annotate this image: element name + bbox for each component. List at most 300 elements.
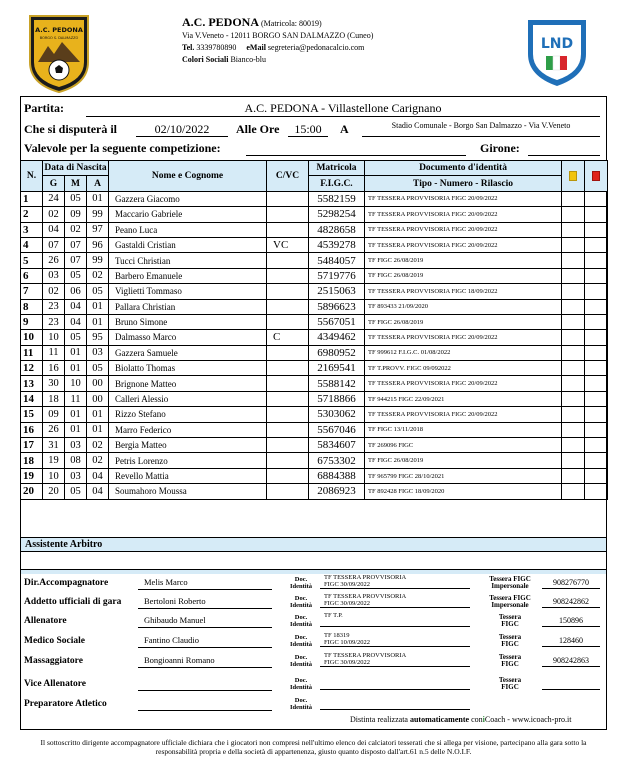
player-document: TF TESSERA PROVVISORIA FIGC 20/09/2022 — [365, 330, 562, 345]
birth-year: 03 — [87, 345, 109, 360]
yellow-card-cell — [562, 376, 585, 391]
tessera-label-line1: Tessera — [498, 613, 522, 621]
red-card-cell — [585, 284, 608, 299]
player-name: Soumahoro Moussa — [109, 484, 267, 499]
player-matricola: 5567046 — [309, 422, 365, 437]
player-name: Peano Luca — [109, 222, 267, 237]
tessera-label-line2: FIGC — [501, 683, 519, 691]
doc-label-line2: Identità — [289, 641, 313, 648]
birth-month: 07 — [65, 237, 87, 252]
birth-month: 08 — [65, 453, 87, 468]
birth-day: 11 — [43, 345, 65, 360]
table-row — [21, 299, 608, 314]
staff-document-line1: TF TESSERA PROVVISORIA — [324, 652, 407, 659]
col-red-header — [585, 161, 608, 192]
yellow-card-cell — [562, 361, 585, 376]
birth-month: 03 — [65, 438, 87, 453]
staff-document-line2: FIGC 30/09/2022 — [324, 659, 371, 666]
staff-name: Melis Marco — [138, 577, 272, 590]
doc-identita-label — [284, 614, 318, 628]
player-document: TF FIGC 26/08/2019 — [365, 314, 562, 329]
birth-year: 01 — [87, 299, 109, 314]
player-document: TF FIGC 13/11/2018 — [365, 422, 562, 437]
player-document: TF TESSERA PROVVISORIA FIGC 20/09/2022 — [365, 207, 562, 222]
player-role — [267, 345, 309, 360]
tessera-figc-label — [478, 634, 542, 648]
player-name: Maccario Gabriele — [109, 207, 267, 222]
player-number: 3 — [21, 222, 43, 237]
player-role — [267, 268, 309, 283]
tel-label: Tel. — [182, 43, 195, 52]
birth-day: 23 — [43, 299, 65, 314]
player-number: 7 — [21, 284, 43, 299]
player-matricola: 5896623 — [309, 299, 365, 314]
birth-year: 04 — [87, 468, 109, 483]
player-document: TF 893433 21/09/2020 — [365, 299, 562, 314]
player-number: 5 — [21, 253, 43, 268]
colors-value: Bianco-blu — [230, 55, 266, 64]
player-matricola: 6884388 — [309, 468, 365, 483]
player-number: 8 — [21, 299, 43, 314]
club-info — [182, 16, 482, 66]
player-name: Marro Federico — [109, 422, 267, 437]
player-document: TF TESSERA PROVVISORIA FIGC 20/09/2022 — [365, 222, 562, 237]
yellow-card-cell — [562, 345, 585, 360]
venue-value: Stadio Comunale - Borgo San Dalmazzo - Via V.Veneto — [391, 121, 571, 130]
player-role — [267, 284, 309, 299]
staff-role: Allenatore — [24, 616, 67, 626]
doc-label-line1: Doc. — [294, 595, 308, 602]
yellow-card-cell — [562, 391, 585, 406]
birth-day: 04 — [43, 222, 65, 237]
birth-month: 05 — [65, 191, 87, 206]
tessera-label-line2: Impersonale — [491, 601, 529, 609]
player-number: 2 — [21, 207, 43, 222]
birth-day: 26 — [43, 422, 65, 437]
doc-identita-label — [284, 697, 318, 711]
player-name: Gastaldi Cristian — [109, 237, 267, 252]
player-role — [267, 391, 309, 406]
col-n-header: N. — [21, 161, 43, 192]
club-address: Via V.Veneto - 12011 BORGO SAN DALMAZZO (Cuneo) — [182, 31, 374, 40]
col-doc-header: Documento d'identità — [365, 161, 562, 176]
table-row — [21, 268, 608, 283]
col-cvc-header: C/VC — [267, 161, 309, 192]
col-a-header: A — [87, 176, 109, 191]
birth-month: 01 — [65, 407, 87, 422]
red-card-cell — [585, 345, 608, 360]
player-name: Gazzera Samuele — [109, 345, 267, 360]
birth-month: 10 — [65, 376, 87, 391]
col-figc-header: F.I.G.C. — [309, 176, 365, 191]
birth-year: 96 — [87, 237, 109, 252]
player-document: TF T.PROVV. FIGC 09/092022 — [365, 361, 562, 376]
birth-year: 01 — [87, 407, 109, 422]
red-card-cell — [585, 299, 608, 314]
birth-month: 04 — [65, 299, 87, 314]
birth-year: 02 — [87, 453, 109, 468]
staff-document — [320, 652, 470, 667]
staff-name: Ghibaudo Manuel — [138, 615, 272, 628]
yellow-card-cell — [562, 299, 585, 314]
doc-label-line1: Doc. — [294, 654, 308, 661]
staff-name — [138, 678, 272, 691]
col-g-header: G — [43, 176, 65, 191]
player-name: Bergia Matteo — [109, 438, 267, 453]
player-role — [267, 314, 309, 329]
club-name: A.C. PEDONA — [182, 15, 259, 29]
doc-identita-label — [284, 576, 318, 590]
lnd-logo — [524, 16, 590, 88]
time-label: Alle Ore — [236, 122, 280, 136]
players-table — [20, 160, 608, 500]
doc-label-line1: Doc. — [294, 634, 308, 641]
player-role — [267, 376, 309, 391]
birth-day: 24 — [43, 191, 65, 206]
doc-label-line2: Identità — [289, 583, 313, 590]
assistente-arbitro-band: Assistente Arbitro — [20, 537, 607, 552]
tessera-figc-label — [478, 614, 542, 628]
club-logo-text-top: A.C. PEDONA — [35, 26, 83, 34]
player-role — [267, 253, 309, 268]
tessera-figc-value: 908276770 — [542, 576, 600, 589]
doc-identita-label — [284, 677, 318, 691]
doc-label-line2: Identità — [289, 661, 313, 668]
birth-year: 00 — [87, 391, 109, 406]
doc-identita-label — [284, 654, 318, 668]
player-matricola: 6980952 — [309, 345, 365, 360]
email-label: eMail — [246, 43, 266, 52]
birth-day: 02 — [43, 284, 65, 299]
staff-document — [320, 675, 470, 690]
table-row — [21, 191, 608, 206]
player-role: VC — [267, 237, 309, 252]
player-name: Brignone Matteo — [109, 376, 267, 391]
player-name: Viglietti Tommaso — [109, 284, 267, 299]
red-card-cell — [585, 438, 608, 453]
player-document: TF 999612 F.I.G.C. 01/08/2022 — [365, 345, 562, 360]
player-document: TF TESSERA PROVVISORIA FIGC 20/09/2022 — [365, 191, 562, 206]
player-number: 9 — [21, 314, 43, 329]
doc-identita-label — [284, 595, 318, 609]
yellow-card-cell — [562, 453, 585, 468]
tessera-figc-label — [478, 595, 542, 609]
competition-underline — [246, 155, 466, 156]
tessera-figc-value: 150896 — [542, 614, 600, 627]
lnd-logo-text: LND — [540, 36, 574, 52]
birth-day: 18 — [43, 391, 65, 406]
staff-role: Massaggiatore — [24, 656, 83, 666]
player-role — [267, 453, 309, 468]
table-row — [21, 391, 608, 406]
doc-label-line1: Doc. — [294, 677, 308, 684]
tessera-label-line1: Tessera — [498, 633, 522, 641]
birth-year: 99 — [87, 207, 109, 222]
col-m-header: M — [65, 176, 87, 191]
tessera-label-line2: FIGC — [501, 620, 519, 628]
club-logo — [24, 12, 94, 94]
player-role — [267, 484, 309, 499]
tessera-label-line1: Tessera — [498, 653, 522, 661]
staff-name: Bertoloni Roberto — [138, 596, 272, 609]
girone-label: Girone: — [480, 141, 520, 155]
birth-day: 10 — [43, 468, 65, 483]
club-matricola: (Matricola: 80019) — [261, 19, 322, 28]
club-logo-text-bottom: BORGO S. DALMAZZO — [39, 36, 79, 40]
birth-day: 26 — [43, 253, 65, 268]
red-card-cell — [585, 253, 608, 268]
date-value: 02/10/2022 — [154, 122, 210, 136]
birth-day: 09 — [43, 407, 65, 422]
player-role — [267, 407, 309, 422]
staff-role: Dir.Accompagnatore — [24, 578, 109, 588]
tessera-figc-value: 908242862 — [542, 595, 600, 608]
birth-year: 01 — [87, 191, 109, 206]
player-name: Petris Lorenzo — [109, 453, 267, 468]
table-row — [21, 422, 608, 437]
tessera-figc-label — [478, 576, 542, 590]
player-document: TF FIGC 26/08/2019 — [365, 268, 562, 283]
yellow-card-cell — [562, 468, 585, 483]
table-row — [21, 453, 608, 468]
table-row — [21, 361, 608, 376]
birth-day: 07 — [43, 237, 65, 252]
birth-year: 02 — [87, 268, 109, 283]
player-name: Barbero Emanuele — [109, 268, 267, 283]
player-number: 20 — [21, 484, 43, 499]
date-label: Che si disputerà il — [24, 122, 118, 136]
player-name: Calleri Alessio — [109, 391, 267, 406]
player-name: Biolatto Thomas — [109, 361, 267, 376]
birth-month: 11 — [65, 391, 87, 406]
birth-year: 05 — [87, 361, 109, 376]
yellow-card-cell — [562, 284, 585, 299]
table-row — [21, 222, 608, 237]
player-role — [267, 207, 309, 222]
birth-day: 20 — [43, 484, 65, 499]
yellow-card-cell — [562, 222, 585, 237]
staff-document-line1: TF 18319 — [324, 632, 350, 639]
birth-month: 03 — [65, 468, 87, 483]
staff-name — [138, 698, 272, 711]
player-number: 14 — [21, 391, 43, 406]
player-document: TF 944215 FIGC 22/09/2021 — [365, 391, 562, 406]
red-card-cell — [585, 453, 608, 468]
player-matricola: 6753302 — [309, 453, 365, 468]
partita-value: A.C. PEDONA - Villastellone Carignano — [244, 101, 442, 115]
yellow-card-cell — [562, 407, 585, 422]
staff-role: Medico Sociale — [24, 636, 85, 646]
player-role — [267, 438, 309, 453]
birth-year: 95 — [87, 330, 109, 345]
tessera-label-line1: Tessera FIGC — [489, 575, 531, 583]
player-name: Gazzera Giacomo — [109, 191, 267, 206]
tessera-figc-label — [478, 677, 542, 691]
email-value: segreteria@pedonacalcio.com — [267, 43, 365, 52]
club-title — [182, 16, 482, 30]
birth-year: 99 — [87, 253, 109, 268]
red-card-cell — [585, 330, 608, 345]
birth-year: 97 — [87, 222, 109, 237]
yellow-card-cell — [562, 191, 585, 206]
player-name: Bruno Simone — [109, 314, 267, 329]
red-card-cell — [585, 361, 608, 376]
table-row — [21, 253, 608, 268]
player-name: Dalmasso Marco — [109, 330, 267, 345]
birth-day: 30 — [43, 376, 65, 391]
doc-label-line2: Identità — [289, 684, 313, 691]
venue-prefix: A — [340, 122, 349, 136]
player-role: C — [267, 330, 309, 345]
player-matricola: 4349462 — [309, 330, 365, 345]
red-card-cell — [585, 237, 608, 252]
partita-underline — [86, 116, 600, 117]
player-role — [267, 361, 309, 376]
birth-month: 05 — [65, 330, 87, 345]
birth-year: 01 — [87, 422, 109, 437]
yellow-card-cell — [562, 237, 585, 252]
generated-by-note — [350, 715, 571, 724]
tel-value: 3339780890 — [196, 43, 237, 52]
red-card-cell — [585, 376, 608, 391]
doc-label-line1: Doc. — [294, 697, 308, 704]
table-row — [21, 438, 608, 453]
birth-day: 19 — [43, 453, 65, 468]
player-number: 16 — [21, 422, 43, 437]
player-number: 19 — [21, 468, 43, 483]
player-document: TF TESSERA PROVVISORIA FIGC 20/09/2022 — [365, 376, 562, 391]
tessera-figc-value: 908242863 — [542, 654, 600, 667]
doc-label-line2: Identità — [289, 704, 313, 711]
footer-bold: automaticamente — [409, 715, 470, 724]
doc-label-line2: Identità — [289, 602, 313, 609]
birth-day: 10 — [43, 330, 65, 345]
colors-label: Colori Sociali — [182, 55, 229, 64]
player-matricola: 2169541 — [309, 361, 365, 376]
staff-document — [320, 632, 470, 647]
player-document: TF TESSERA PROVVISORIA FIGC 18/09/2022 — [365, 284, 562, 299]
staff-document-line1: TF TESSERA PROVVISORIA — [324, 574, 407, 581]
staff-document — [320, 593, 470, 608]
staff-role: Preparatore Atletico — [24, 699, 107, 709]
player-number: 13 — [21, 376, 43, 391]
staff-separator — [20, 570, 607, 574]
birth-day: 31 — [43, 438, 65, 453]
yellow-card-cell — [562, 314, 585, 329]
player-name: Tucci Christian — [109, 253, 267, 268]
player-number: 6 — [21, 268, 43, 283]
birth-day: 03 — [43, 268, 65, 283]
yellow-card-cell — [562, 484, 585, 499]
col-doc-sub-header: Tipo - Numero - Rilascio — [365, 176, 562, 191]
yellow-card-cell — [562, 253, 585, 268]
tessera-label-line1: Tessera FIGC — [489, 594, 531, 602]
birth-month: 02 — [65, 222, 87, 237]
table-row — [21, 237, 608, 252]
footer-suffix: - www.icoach-pro.it — [507, 715, 572, 724]
player-matricola: 5298254 — [309, 207, 365, 222]
staff-role: Vice Allenatore — [24, 679, 86, 689]
footer-brand: Coach — [484, 715, 506, 724]
player-name: Rizzo Stefano — [109, 407, 267, 422]
player-document: TF 892428 FIGC 18/09/2020 — [365, 484, 562, 499]
staff-document-line2: FIGC 30/09/2022 — [324, 581, 371, 588]
yellow-card-icon — [569, 171, 577, 181]
player-matricola: 5718866 — [309, 391, 365, 406]
table-row — [21, 330, 608, 345]
tessera-figc-value: 128460 — [542, 634, 600, 647]
header-row-1 — [21, 161, 608, 176]
doc-identita-label — [284, 634, 318, 648]
player-role — [267, 191, 309, 206]
doc-label-line2: Identità — [289, 621, 313, 628]
staff-document-line1: TF T.P. — [324, 612, 343, 619]
player-matricola: 5303062 — [309, 407, 365, 422]
assistente-arbitro-row — [20, 552, 607, 570]
player-role — [267, 299, 309, 314]
player-matricola: 5719776 — [309, 268, 365, 283]
venue-underline — [362, 136, 600, 137]
player-matricola: 5834607 — [309, 438, 365, 453]
footer-brand-i: i — [482, 715, 485, 724]
table-row — [21, 407, 608, 422]
player-number: 11 — [21, 345, 43, 360]
birth-year: 05 — [87, 284, 109, 299]
birth-day: 02 — [43, 207, 65, 222]
player-role — [267, 422, 309, 437]
red-card-cell — [585, 191, 608, 206]
club-contacts — [182, 42, 482, 54]
col-yellow-header — [562, 161, 585, 192]
tessera-figc-value — [542, 677, 600, 690]
table-row — [21, 207, 608, 222]
disclaimer-text: Il sottoscritto dirigente accompagnatore ufficiale dichiara che i giocatori non compresi nell'ultimo elenco dei calciatori tesserati che si allega per visione, partecipano alla gara sotto la responsabilità propria e della società di appartenenza, giusto quanto disposto dall'art.61 n.5 delle N.O.I.F. — [40, 738, 587, 756]
tessera-label-line1: Tessera — [498, 676, 522, 684]
table-row — [21, 345, 608, 360]
staff-document-line2: FIGC 10/09/2022 — [324, 639, 371, 646]
birth-day: 23 — [43, 314, 65, 329]
table-row — [21, 468, 608, 483]
player-number: 17 — [21, 438, 43, 453]
red-card-icon — [592, 171, 600, 181]
time-value: 15:00 — [294, 122, 322, 136]
player-matricola: 2086923 — [309, 484, 365, 499]
tessera-figc-label — [478, 654, 542, 668]
staff-document — [320, 695, 470, 710]
birth-month: 01 — [65, 361, 87, 376]
birth-year: 02 — [87, 438, 109, 453]
footer-prefix: Distinta realizzata — [350, 715, 408, 724]
yellow-card-cell — [562, 268, 585, 283]
table-row — [21, 314, 608, 329]
player-number: 10 — [21, 330, 43, 345]
player-matricola: 4828658 — [309, 222, 365, 237]
player-number: 12 — [21, 361, 43, 376]
birth-month: 01 — [65, 422, 87, 437]
staff-document-line2: FIGC 30/09/2022 — [324, 600, 371, 607]
col-name-header: Nome e Cognome — [109, 161, 267, 192]
yellow-card-cell — [562, 438, 585, 453]
player-number: 18 — [21, 453, 43, 468]
player-matricola: 5588142 — [309, 376, 365, 391]
red-card-cell — [585, 484, 608, 499]
partita-label: Partita: — [24, 101, 64, 115]
birth-month: 07 — [65, 253, 87, 268]
birth-month: 06 — [65, 284, 87, 299]
player-document: TF TESSERA PROVVISORIA FIGC 20/09/2022 — [365, 237, 562, 252]
yellow-card-cell — [562, 422, 585, 437]
player-document: TF TESSERA PROVVISORIA FIGC 20/09/2022 — [365, 407, 562, 422]
